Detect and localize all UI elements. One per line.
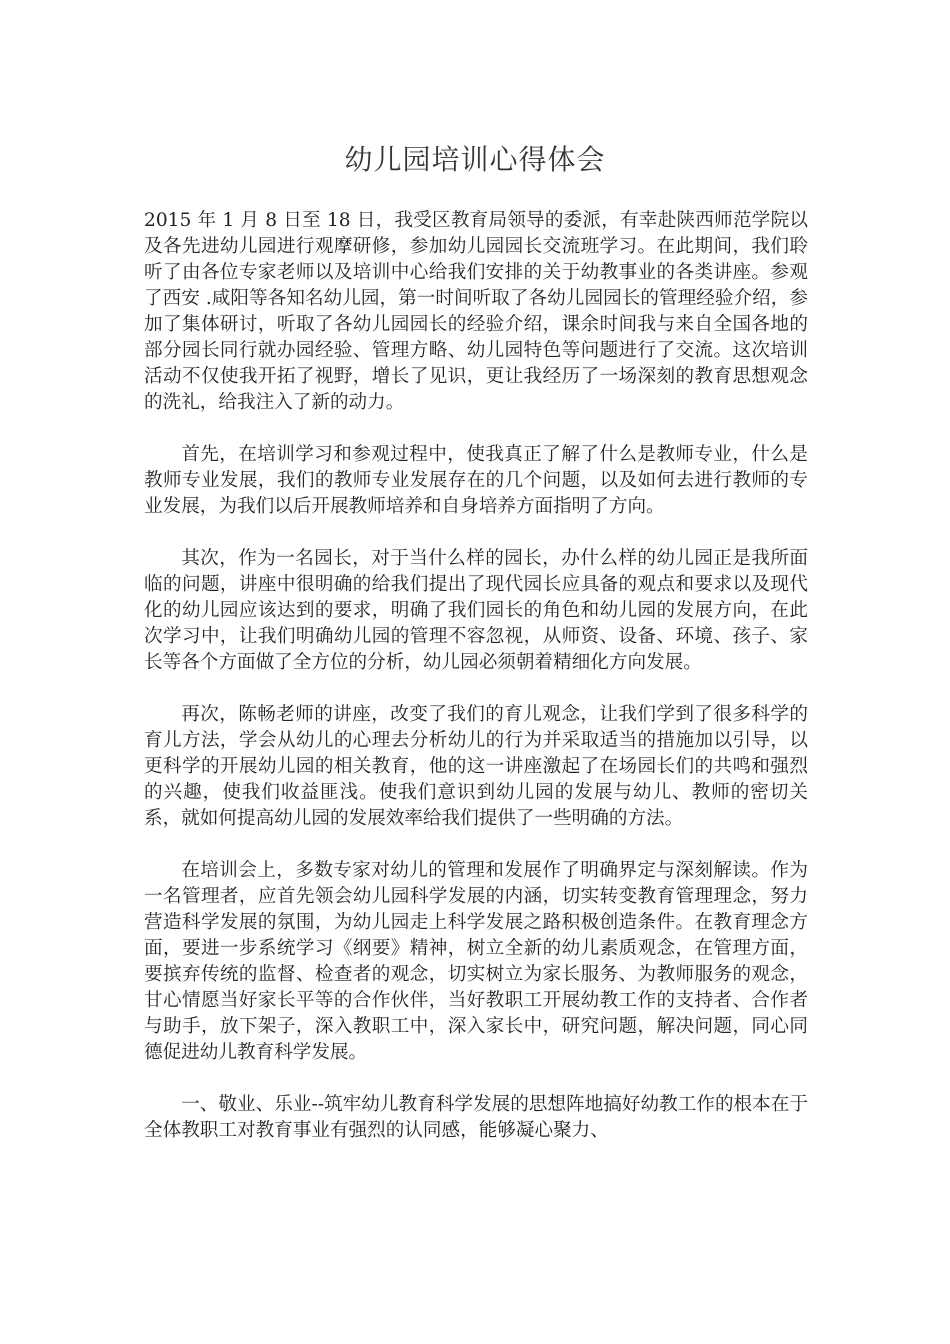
paragraph-fifth: 一、敬业、乐业--筑牢幼儿教育科学发展的思想阵地搞好幼教工作的根本在于全体教职工对教育事业有强烈的认同感，能够凝心聚力、 — [144, 1094, 808, 1141]
paragraph-fourth: 在培训会上，多数专家对幼儿的管理和发展作了明确界定与深刻解读。作为一名管理者，应首先领会幼儿园科学发展的内涵，切实转变教育管理理念，努力营造科学发展的氛围，为幼儿园走上科学发展之路积极创造条件。在教育理念方面，要进一步系统学习《纲要》精神，树立全新的幼儿素质观念，在管理方面，要摈弃传统的监督、检查者的观念，切实树立为家长服务、为教师服务的观念，甘心情愿当好家长平等的合作伙伴，当好教职工开展幼教工作的支持者、合作者与助手，放下架子，深入教职工中，深入家长中，研究问题，解决问题，同心同德促进幼儿教育科学发展。 — [144, 860, 808, 1063]
paragraph-third: 再次，陈畅老师的讲座，改变了我们的育儿观念，让我们学到了很多科学的育儿方法，学会从幼儿的心理去分析幼儿的行为并采取适当的措施加以引导，以更科学的开展幼儿园的相关教育，他的这一讲座激起了在场园长们的共鸣和强烈的兴趣，使我们收益匪浅。使我们意识到幼儿园的发展与幼儿、教师的密切关系，就如何提高幼儿园的发展效率给我们提供了一些明确的方法。 — [144, 704, 808, 829]
paragraph-intro: 2015 年 1 月 8 日至 18 日，我受区教育局领导的委派，有幸赴陕西师范学院以及各先进幼儿园进行观摩研修，参加幼儿园园长交流班学习。在此期间，我们聆听了由各位专家老师以及培训中心给我们安排的关于幼教事业的各类讲座。参观了西安 .咸阳等各知名幼儿园，第一时间听取了各幼儿园园长的管理经验介绍，参加了集体研讨，听取了各幼儿园园长的经验介绍，课余时间我与来自全国各地的部分园长同行就办园经验、管理方略、幼儿园特色等问题进行了交流。这次培训活动不仅使我开拓了视野，增长了见识，更让我经历了一场深刻的教育思想观念的洗礼，给我注入了新的动力。 — [144, 210, 808, 413]
document-body — [144, 208, 808, 1170]
paragraph-second: 其次，作为一名园长，对于当什么样的园长，办什么样的幼儿园正是我所面临的问题，讲座中很明确的给我们提出了现代园长应具备的观点和要求以及现代化的幼儿园应该达到的要求，明确了我们园长的角色和幼儿园的发展方向，在此次学习中，让我们明确幼儿园的管理不容忽视，从师资、设备、环境、孩子、家长等各个方面做了全方位的分析，幼儿园必须朝着精细化方向发展。 — [144, 548, 808, 673]
paragraph-first: 首先，在培训学习和参观过程中，使我真正了解了什么是教师专业，什么是教师专业发展，我们的教师专业发展存在的几个问题，以及如何去进行教师的专业发展，为我们以后开展教师培养和自身培养方面指明了方向。 — [144, 444, 808, 517]
document-title: 幼儿园培训心得体会 — [344, 143, 606, 176]
